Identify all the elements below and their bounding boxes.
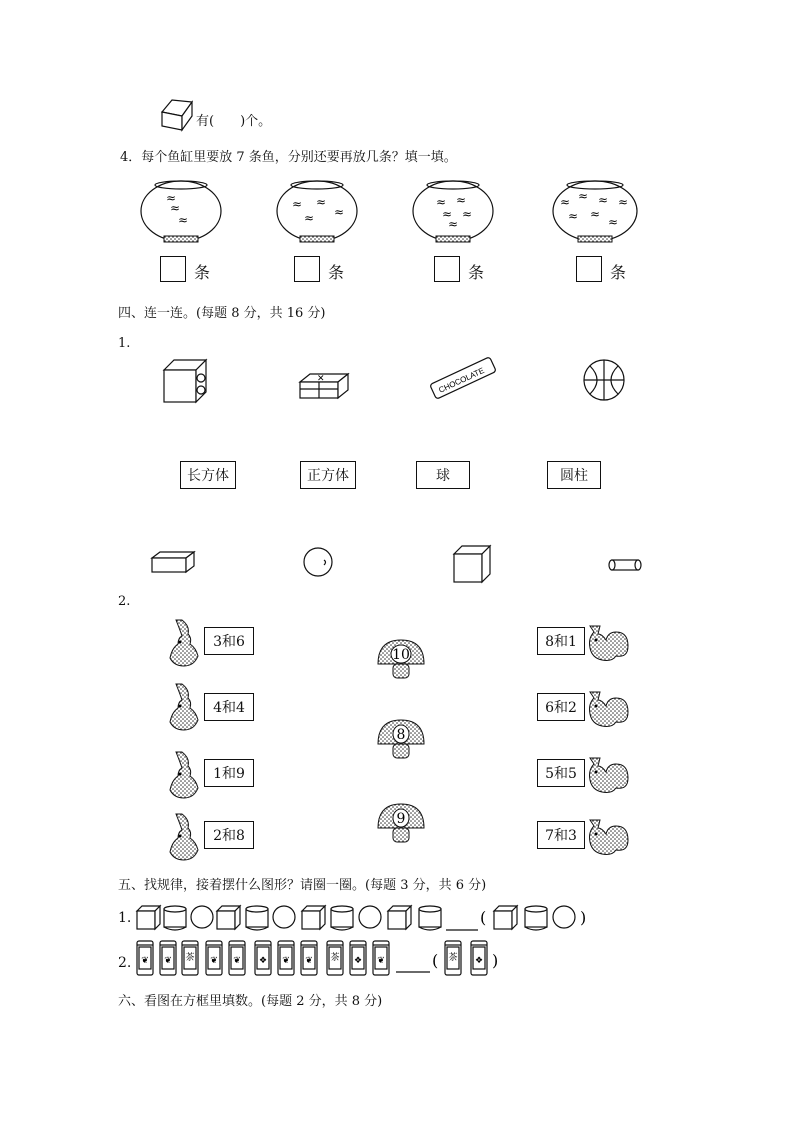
answer-box-3[interactable] xyxy=(434,256,460,282)
eraser-icon xyxy=(158,98,194,134)
cuboid-shape xyxy=(150,550,196,576)
svg-text:≈: ≈ xyxy=(292,197,303,211)
section4-title: 四、连一连。(每题 8 分，共 16 分) xyxy=(118,306,326,321)
row2-number: 2. xyxy=(118,955,132,971)
unit-label: 条 xyxy=(610,263,627,282)
squirrel-icon xyxy=(584,684,630,732)
cylinder-shape xyxy=(608,558,642,572)
row1-number: 1. xyxy=(118,910,132,926)
svg-text:≈: ≈ xyxy=(462,207,473,221)
svg-text:❦: ❦ xyxy=(210,956,218,966)
svg-text:≈: ≈ xyxy=(560,195,571,209)
svg-text:≈: ≈ xyxy=(590,207,601,221)
tea-char: 茶 xyxy=(185,953,195,963)
svg-text:≈: ≈ xyxy=(578,189,589,203)
svg-text:≈: ≈ xyxy=(618,195,629,209)
fishbowl-1 xyxy=(140,176,222,246)
svg-text:≈: ≈ xyxy=(608,215,619,229)
squirrel-label-4[interactable]: 7和3 xyxy=(537,821,585,849)
fishbowl-2 xyxy=(276,176,358,246)
svg-text:≈: ≈ xyxy=(442,207,453,221)
svg-text:≈: ≈ xyxy=(166,191,177,205)
tea-char: 茶 xyxy=(330,953,340,963)
svg-text:≈: ≈ xyxy=(448,217,459,231)
mushroom-icon-9[interactable] xyxy=(376,802,426,846)
basketball-icon xyxy=(582,358,626,402)
section6-title: 六、看图在方框里填数。(每题 2 分，共 8 分) xyxy=(118,994,383,1009)
svg-text:❦: ❦ xyxy=(305,956,313,966)
svg-text:❖: ❖ xyxy=(258,956,268,966)
unit-label: 条 xyxy=(328,263,345,282)
svg-text:❖: ❖ xyxy=(353,956,363,966)
svg-text:): ) xyxy=(580,908,587,927)
tea-char: 茶 xyxy=(448,953,458,963)
label-cuboid[interactable]: 长方体 xyxy=(180,461,236,489)
unit-label: 条 xyxy=(194,263,211,282)
q2-number: 2. xyxy=(118,594,131,609)
unit-label: 条 xyxy=(468,263,485,282)
mushroom-icon-8[interactable] xyxy=(376,718,426,762)
svg-text:❦: ❦ xyxy=(282,956,290,966)
svg-text:≈: ≈ xyxy=(568,209,579,223)
sphere-shape xyxy=(302,546,334,578)
squirrel-label-3[interactable]: 5和5 xyxy=(537,759,585,787)
squirrel-icon xyxy=(584,812,630,860)
rabbit-label-1[interactable]: 3和6 xyxy=(204,627,254,655)
svg-text:(: ( xyxy=(480,908,487,927)
svg-text:≈: ≈ xyxy=(436,195,447,209)
svg-text:≈: ≈ xyxy=(598,193,609,207)
svg-text:≈: ≈ xyxy=(170,201,181,215)
svg-text:≈: ≈ xyxy=(178,213,189,227)
gift-box-icon xyxy=(298,372,350,402)
pattern-row-2 xyxy=(130,936,510,980)
cube-shape xyxy=(452,544,492,584)
answer-box-1[interactable] xyxy=(160,256,186,282)
label-cube[interactable]: 正方体 xyxy=(300,461,356,489)
rabbit-label-2[interactable]: 4和4 xyxy=(204,693,254,721)
svg-text:❖: ❖ xyxy=(474,956,484,966)
rabbit-label-4[interactable]: 2和8 xyxy=(204,821,254,849)
rabbit-label-3[interactable]: 1和9 xyxy=(204,759,254,787)
answer-box-4[interactable] xyxy=(576,256,602,282)
svg-text:✕: ✕ xyxy=(317,374,325,384)
mushroom-number-10: 10 xyxy=(392,647,410,663)
svg-text:❦: ❦ xyxy=(233,956,241,966)
svg-text:❦: ❦ xyxy=(164,956,172,966)
mushroom-icon-10[interactable] xyxy=(376,638,426,682)
label-cylinder[interactable]: 圆柱 xyxy=(547,461,601,489)
svg-text:(: ( xyxy=(432,951,439,970)
svg-text:≈: ≈ xyxy=(334,205,345,219)
rabbit-icon xyxy=(162,682,202,732)
fishbowl-4 xyxy=(552,176,638,246)
q3-tail-text: 有( )个。 xyxy=(196,114,272,129)
chocolate-text: CHOCOLATE xyxy=(437,365,486,395)
q4-question: 4．每个鱼缸里要放 7 条鱼，分别还要再放几条？填一填。 xyxy=(120,150,457,165)
svg-text:❦: ❦ xyxy=(377,956,385,966)
squirrel-icon xyxy=(584,618,630,666)
chocolate-bar-icon xyxy=(428,352,498,404)
mushroom-number-8: 8 xyxy=(396,727,406,743)
squirrel-label-1[interactable]: 8和1 xyxy=(537,627,585,655)
q1-number: 1. xyxy=(118,336,131,351)
pattern-row-1 xyxy=(130,902,590,934)
squirrel-icon xyxy=(584,750,630,798)
rabbit-icon xyxy=(162,750,202,800)
speaker-box-icon xyxy=(160,358,210,404)
mushroom-number-9: 9 xyxy=(396,811,406,827)
svg-text:≈: ≈ xyxy=(316,195,327,209)
svg-text:≈: ≈ xyxy=(456,193,467,207)
svg-text:❦: ❦ xyxy=(141,956,149,966)
rabbit-icon xyxy=(162,618,202,668)
fishbowl-3 xyxy=(412,176,494,246)
squirrel-label-2[interactable]: 6和2 xyxy=(537,693,585,721)
answer-box-2[interactable] xyxy=(294,256,320,282)
label-sphere[interactable]: 球 xyxy=(416,461,470,489)
svg-text:≈: ≈ xyxy=(304,211,315,225)
svg-text:): ) xyxy=(492,951,499,970)
section5-title: 五、找规律，接着摆什么图形？请圈一圈。(每题 3 分，共 6 分) xyxy=(118,878,487,893)
rabbit-icon xyxy=(162,812,202,862)
